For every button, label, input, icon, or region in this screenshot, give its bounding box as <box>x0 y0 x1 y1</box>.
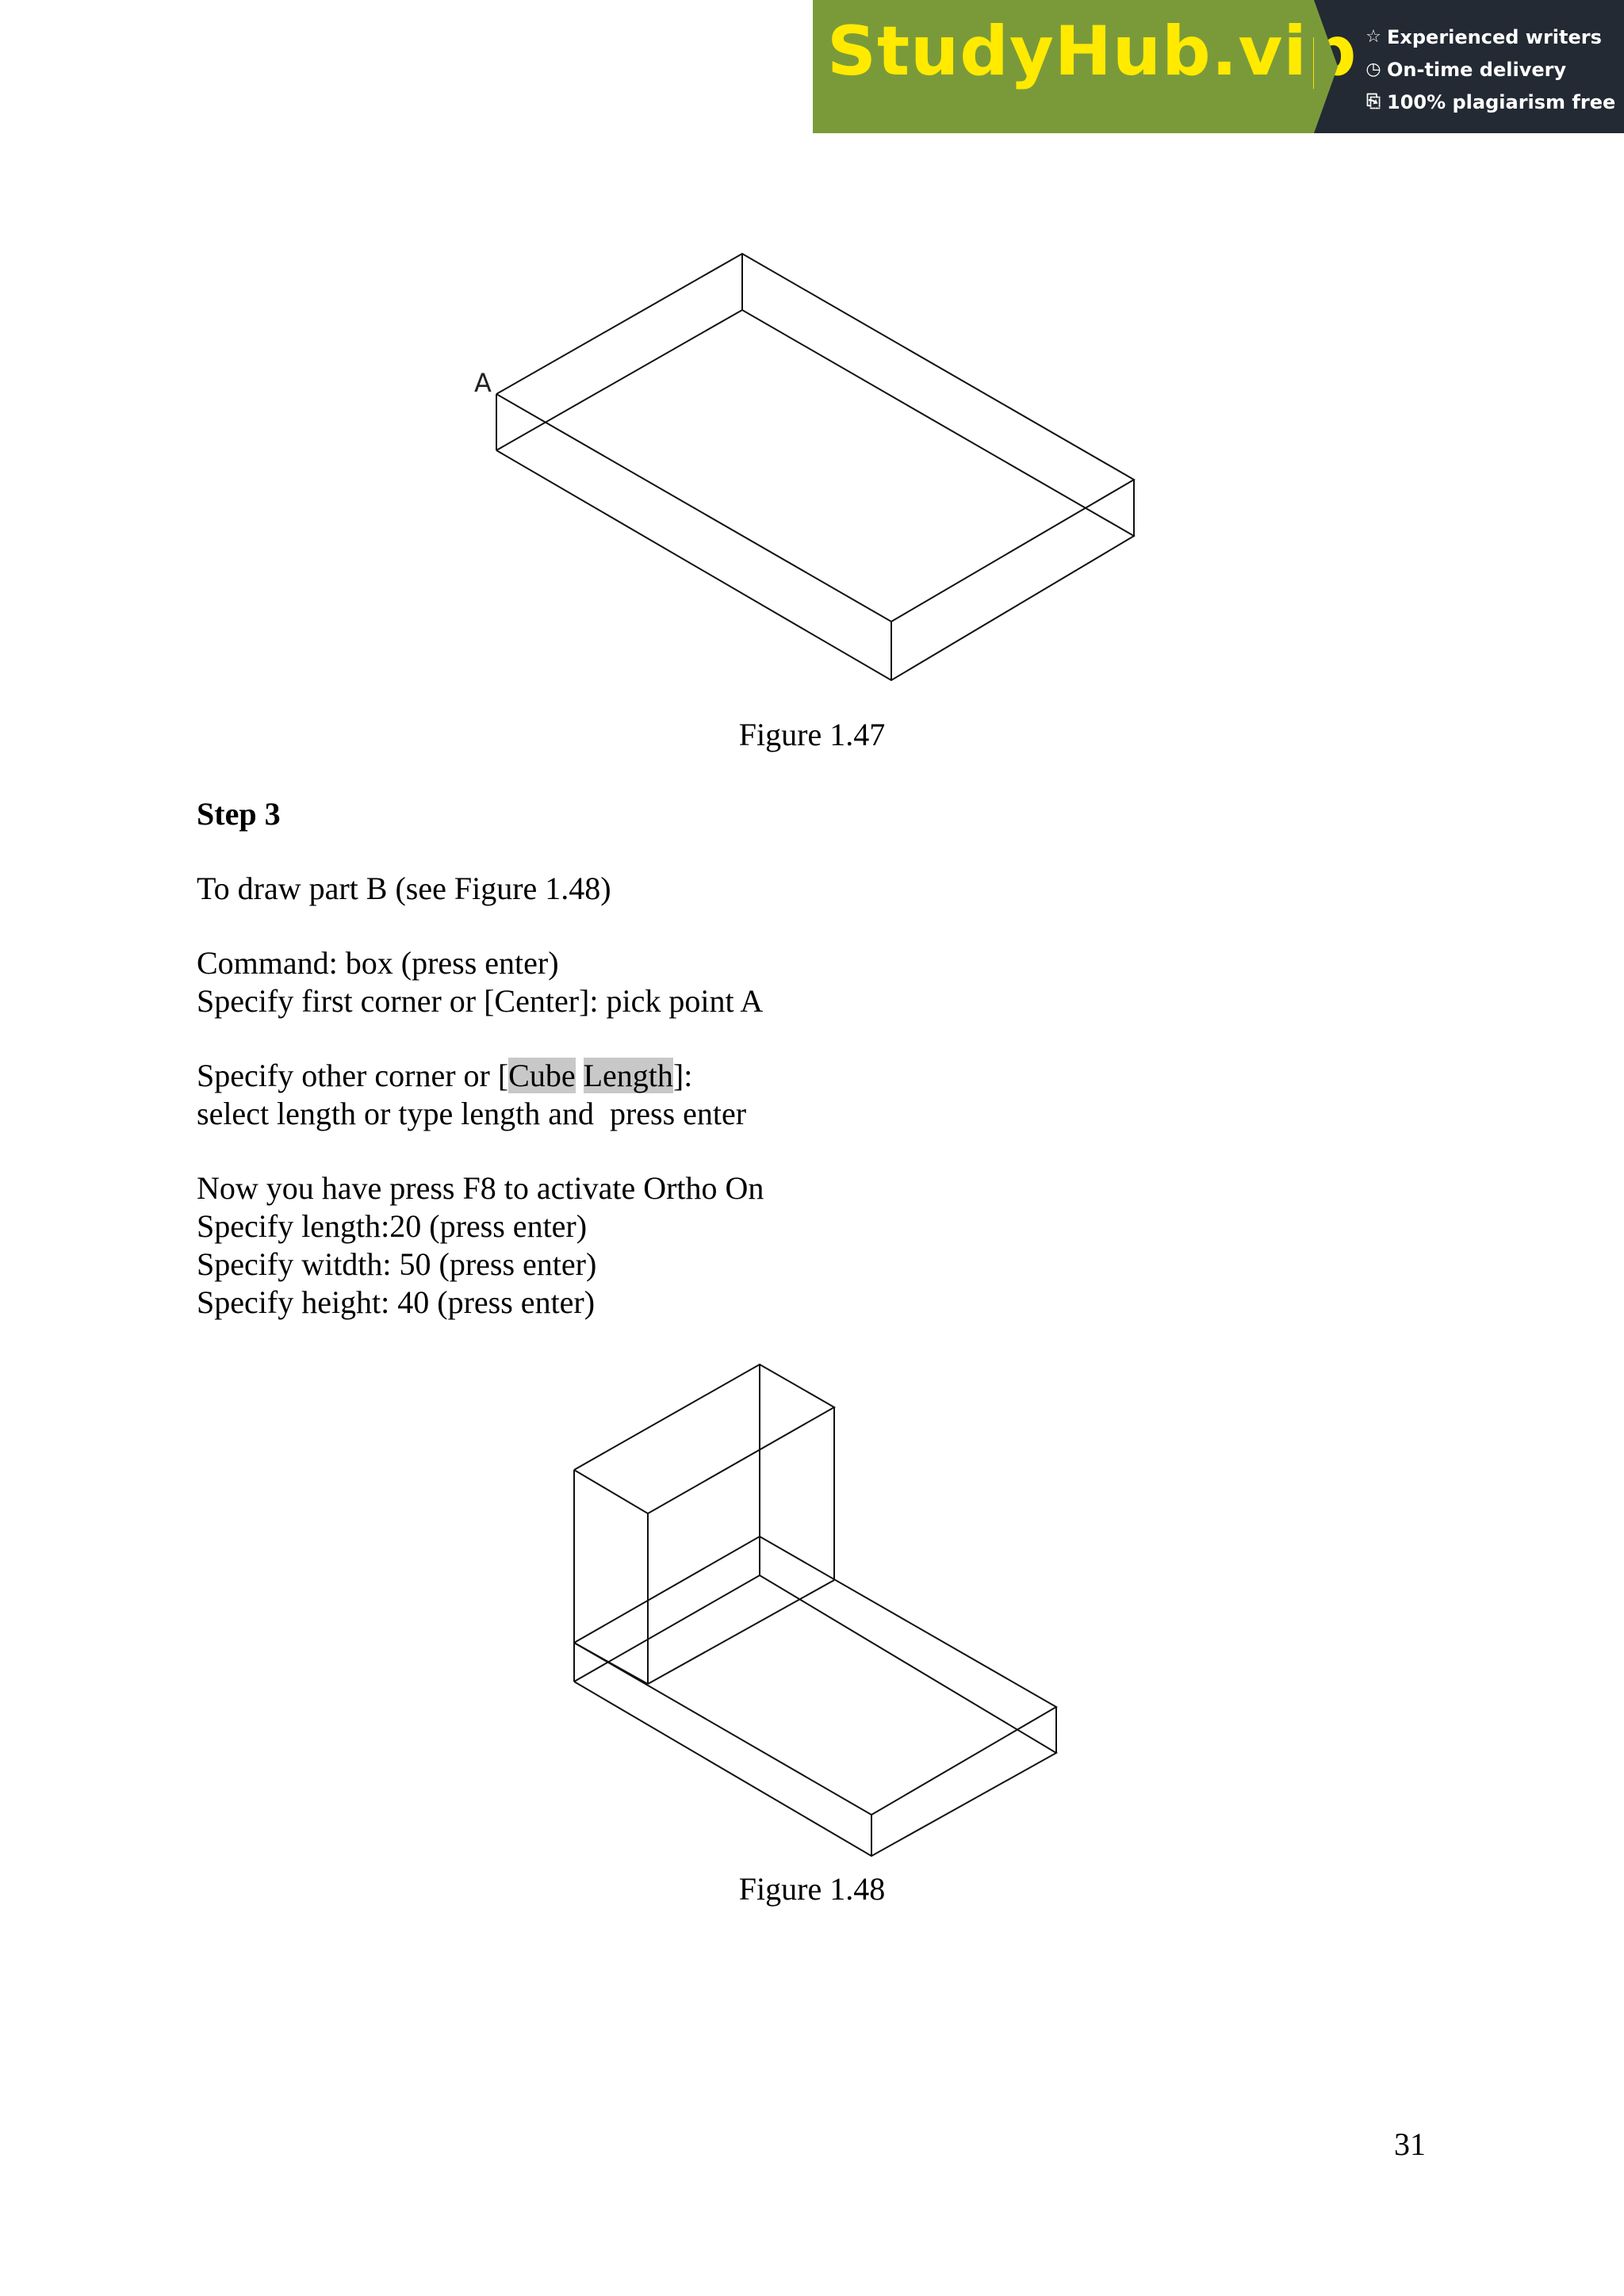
ortho-line: Now you have press F8 to activate Ortho On <box>197 1170 764 1206</box>
star-icon: ☆ <box>1365 27 1381 47</box>
step-heading: Step 3 <box>197 796 281 832</box>
figure-1-47-drawing <box>460 246 1142 690</box>
other-corner-suffix: ]: <box>672 1058 693 1093</box>
point-a-label: A <box>474 368 492 398</box>
banner-features <box>1314 0 1624 133</box>
document-check-icon: ⎘ <box>1366 92 1381 112</box>
intro-text: To draw part B (see Figure 1.48) <box>197 871 611 906</box>
step-section <box>197 795 281 833</box>
figure-caption: Figure 1.48 <box>738 1871 886 1907</box>
studyhub-logo[interactable] <box>813 0 1358 133</box>
command-line: Command: box (press enter) <box>197 945 559 981</box>
option-length: Length <box>583 1058 673 1093</box>
feature-label: Experienced writers <box>1387 25 1602 48</box>
feature-experienced-writers <box>1363 21 1624 53</box>
first-corner-line: Specify first corner or [Center]: pick point A <box>197 983 764 1019</box>
dimensions-block <box>197 1169 764 1322</box>
feature-plagiarism-free <box>1363 86 1624 118</box>
other-corner-line <box>197 1057 746 1095</box>
width-line: Specify witdth: 50 (press enter) <box>197 1246 597 1282</box>
logo-text: StudyHub.vip <box>827 12 1358 91</box>
l-shape-wireframe <box>563 1356 1071 1863</box>
box-wireframe <box>460 246 1142 690</box>
length-line: Specify length:20 (press enter) <box>197 1208 588 1244</box>
feature-on-time-delivery <box>1363 53 1624 86</box>
option-cube: Cube <box>508 1058 576 1093</box>
command-block <box>197 944 763 1020</box>
feature-label: 100% plagiarism free <box>1387 90 1616 113</box>
intro-paragraph <box>197 870 611 908</box>
height-line: Specify height: 40 (press enter) <box>197 1284 596 1320</box>
page-number: 31 <box>1394 2126 1426 2162</box>
other-corner-prefix: Specify other corner or [ <box>197 1058 509 1093</box>
other-corner-block <box>197 1057 746 1133</box>
figure-caption: Figure 1.47 <box>738 717 886 752</box>
clock-icon: ◷ <box>1365 59 1381 79</box>
select-line: select length or type length and press enter <box>197 1096 747 1131</box>
figure-1-48-drawing <box>563 1356 1071 1863</box>
ad-banner[interactable] <box>813 0 1624 133</box>
feature-label: On-time delivery <box>1387 58 1567 81</box>
